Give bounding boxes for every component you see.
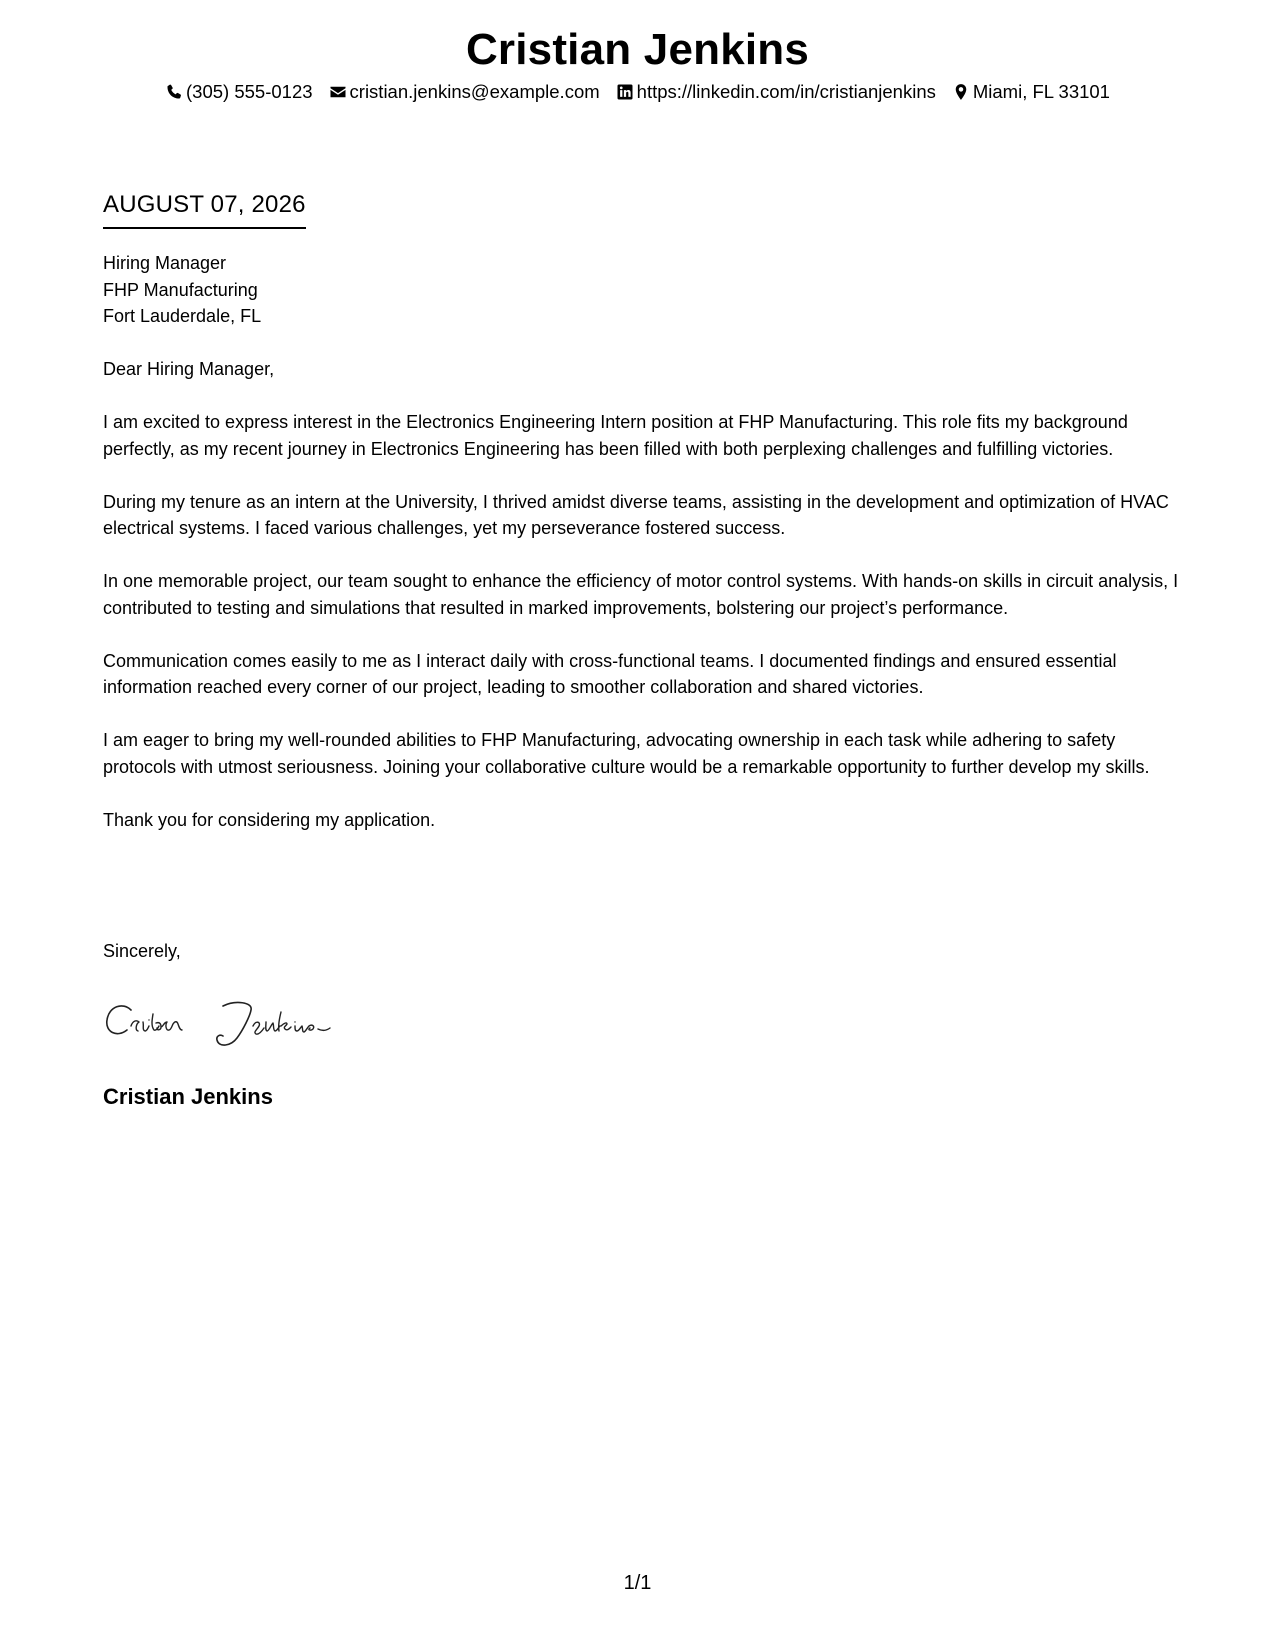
signer-name: Cristian Jenkins bbox=[103, 1084, 273, 1109]
recipient-company: FHP Manufacturing bbox=[103, 279, 258, 300]
letter-date: AUGUST 07, 2026 bbox=[103, 190, 306, 229]
page-number: 1/1 bbox=[623, 1572, 652, 1594]
contact-linkedin[interactable] bbox=[616, 79, 936, 105]
body-paragraph: In one memorable project, our team sought to enhance the efficiency of motor control systems. With hands-on skills in circuit analysis, I contributed to testing and simulations that resulted in marked improvements, bolstering our project’s performance. bbox=[103, 571, 1179, 618]
body-paragraph: Thank you for considering my application. bbox=[103, 809, 436, 830]
salutation: Dear Hiring Manager, bbox=[103, 359, 275, 379]
contact-location bbox=[952, 79, 1110, 105]
letter-body bbox=[103, 356, 1183, 860]
handwritten-signature bbox=[103, 996, 363, 1046]
body-paragraph: Communication comes easily to me as I interact daily with cross-functional teams. I documented findings and ensured essential information reached every corner of our project, leading to smoother collaboration and shared victories. bbox=[103, 650, 1117, 697]
linkedin-text: https://linkedin.com/in/cristianjenkins bbox=[636, 81, 936, 102]
phone-icon bbox=[165, 83, 183, 101]
recipient-location: Fort Lauderdale, FL bbox=[103, 306, 262, 326]
letter-date-block bbox=[103, 190, 306, 229]
envelope-icon bbox=[329, 83, 347, 101]
contact-email[interactable] bbox=[329, 79, 600, 105]
map-pin-icon bbox=[952, 83, 970, 101]
body-paragraph: During my tenure as an intern at the University, I thrived amidst diverse teams, assisting in the development and optimization of HVAC electrical systems. I faced various challenges, yet my perseverance fostered success. bbox=[103, 491, 1169, 538]
contact-phone bbox=[165, 79, 313, 105]
body-paragraph: I am eager to bring my well-rounded abilities to FHP Manufacturing, advocating ownership in each task while adhering to safety protocols with utmost seriousness. Joining your collaborative culture would be a remarkable opportunity to further develop my skills. bbox=[103, 730, 1150, 777]
linkedin-icon bbox=[616, 83, 634, 101]
recipient-title: Hiring Manager bbox=[103, 253, 227, 273]
email-text: cristian.jenkins@example.com bbox=[349, 81, 600, 102]
location-text: Miami, FL 33101 bbox=[972, 81, 1110, 102]
applicant-name-heading: Cristian Jenkins bbox=[465, 25, 810, 74]
phone-text: (305) 555-0123 bbox=[186, 81, 313, 102]
body-paragraph: I am excited to express interest in the Electronics Engineering Intern position at FHP Manufacturing. This role fits my background perfectly, as my recent journey in Electronics Engineering has been filled with both perplexing challenges and fulfilling victories. bbox=[103, 412, 1128, 459]
recipient-address bbox=[103, 250, 261, 330]
contact-info-row bbox=[0, 79, 1275, 105]
closing-text: Sincerely, bbox=[103, 941, 181, 961]
